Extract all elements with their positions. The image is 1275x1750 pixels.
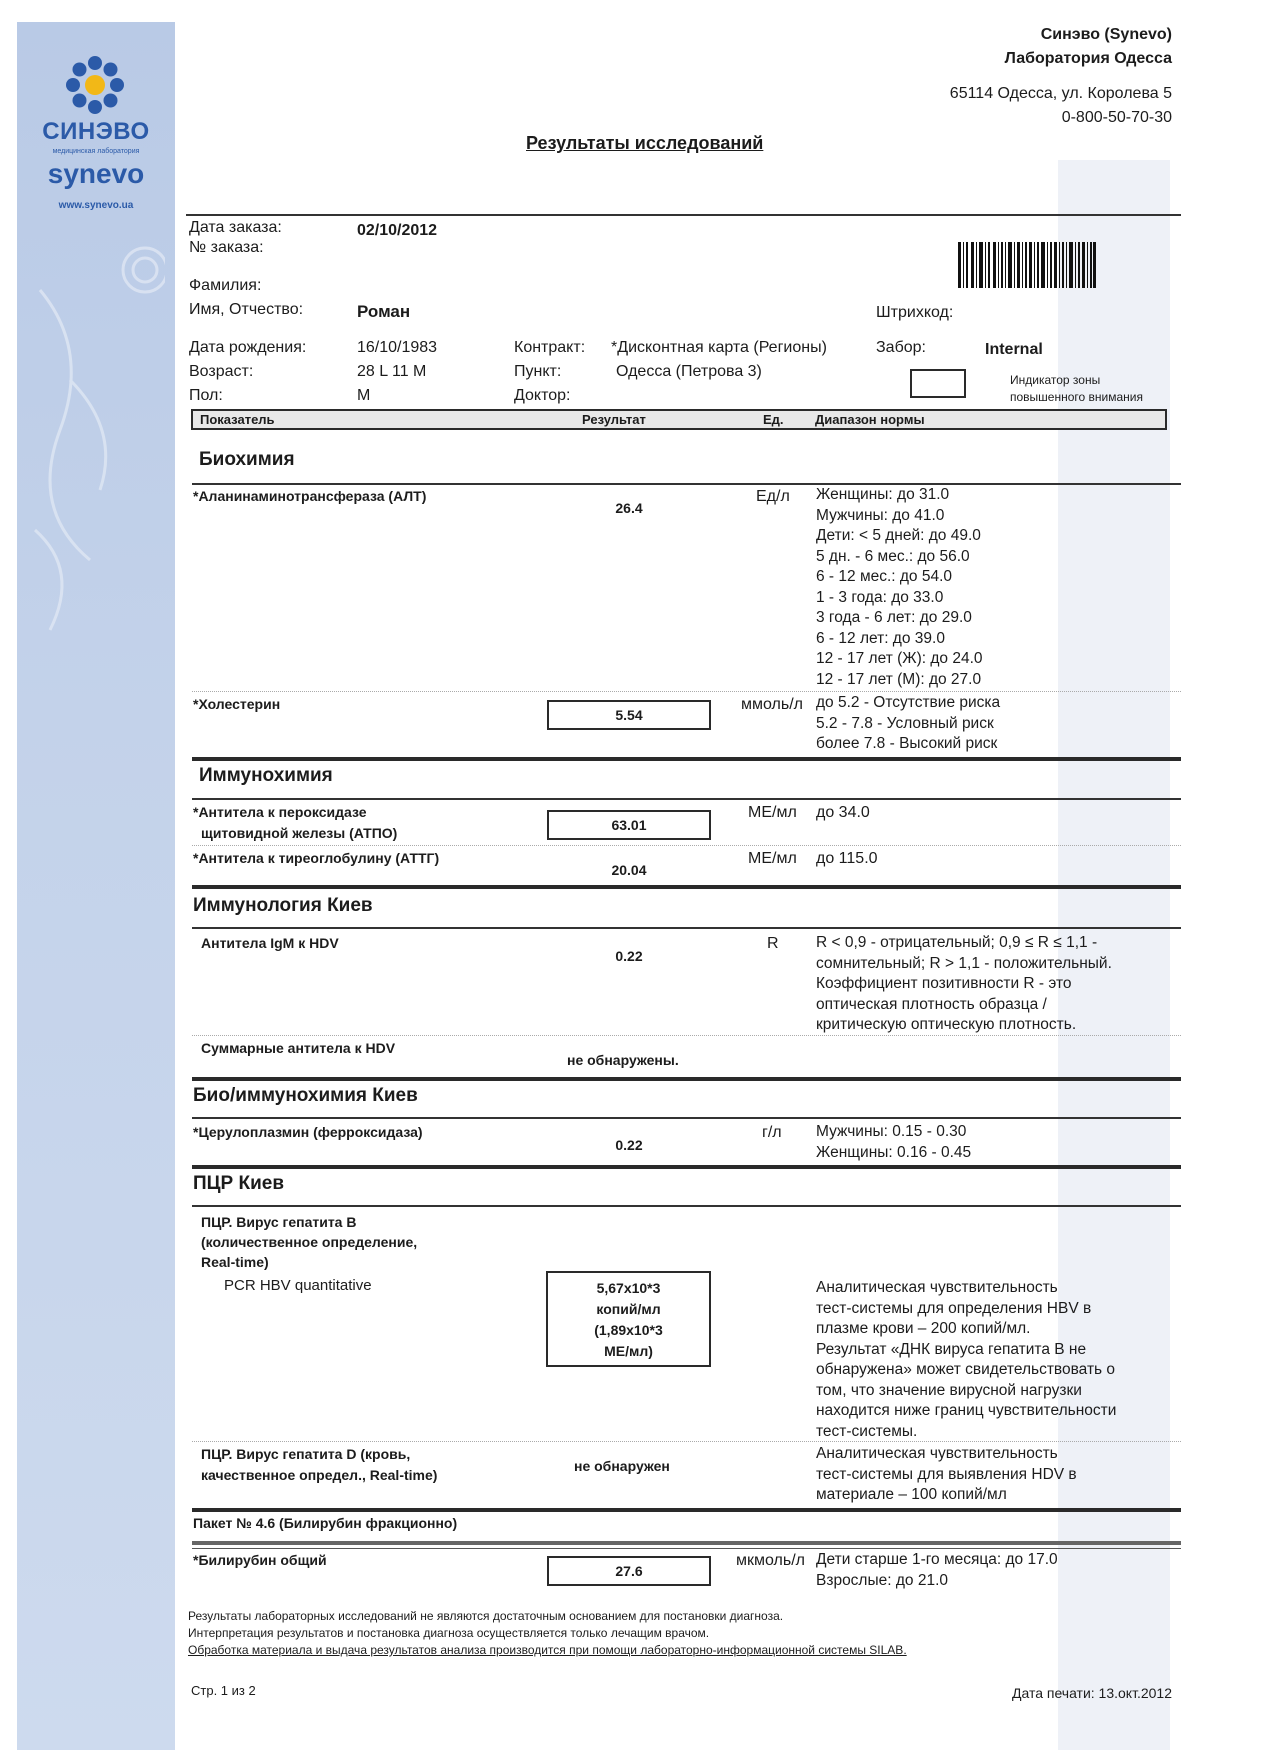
lab-name: Синэво (Synevo) bbox=[1040, 26, 1172, 43]
contract: *Дисконтная карта (Регионы) bbox=[611, 339, 827, 356]
contract-label: Контракт: bbox=[514, 339, 586, 356]
section-immunology: Иммунология Киев bbox=[193, 895, 373, 916]
test-result-flagged: 5,67x10*3 копий/мл (1,89x10*3 МЕ/мл) bbox=[546, 1271, 711, 1367]
test-range: Мужчины: 0.15 - 0.30 Женщины: 0.16 - 0.45 bbox=[816, 1123, 972, 1161]
package-name: Пакет № 4.6 (Билирубин фракционно) bbox=[193, 1515, 458, 1531]
test-result: 0.22 bbox=[615, 1137, 643, 1153]
attention-indicator-box bbox=[910, 369, 966, 398]
test-result: 20.04 bbox=[611, 862, 647, 878]
test-name-cont: щитовидной железы (АТПО) bbox=[201, 825, 398, 841]
birth-label: Дата рождения: bbox=[189, 339, 307, 356]
test-range: до 115.0 bbox=[816, 850, 878, 867]
test-unit: R bbox=[767, 935, 779, 952]
test-range: Аналитическая чувствительность тест-системы для определения HBV в плазме крови – 200 копий/мл. Результат «ДНК вируса гепатита В не обнаружена» может свидетельствовать о том, что значение вирусной нагрузки находится ниже границ чувствительности тест-системы. bbox=[816, 1279, 1117, 1440]
page-number: Стр. 1 из 2 bbox=[191, 1683, 256, 1698]
test-unit: МЕ/мл bbox=[748, 804, 797, 821]
barcode-label: Штрихкод: bbox=[876, 304, 954, 321]
divider bbox=[192, 757, 1181, 761]
collection-label: Забор: bbox=[876, 339, 926, 356]
logo-subtitle: медицинская лаборатория bbox=[52, 148, 140, 155]
lab-branch: Лаборатория Одесса bbox=[1004, 50, 1172, 67]
divider bbox=[192, 1165, 1181, 1169]
test-range: Дети старше 1-го месяца: до 17.0 Взрослые: до 21.0 bbox=[816, 1551, 1058, 1589]
logo-ru: СИНЭВО bbox=[42, 118, 150, 145]
test-result-flagged: 27.6 bbox=[547, 1556, 711, 1586]
lab-phone: 0-800-50-70-30 bbox=[1061, 109, 1172, 126]
test-name: *Антитела к тиреоглобулину (АТТГ) bbox=[193, 850, 440, 866]
section-bioimmuno: Био/иммунохимия Киев bbox=[193, 1085, 418, 1106]
surname-label: Фамилия: bbox=[189, 277, 262, 294]
divider bbox=[192, 1541, 1181, 1545]
divider bbox=[192, 798, 1181, 800]
divider bbox=[192, 927, 1181, 929]
section-immunochem: Иммунохимия bbox=[199, 765, 333, 786]
doctor-label: Доктор: bbox=[514, 387, 571, 404]
test-result-flagged: 63.01 bbox=[547, 810, 711, 840]
order-date: 02/10/2012 bbox=[357, 222, 438, 239]
test-name: *Билирубин общий bbox=[193, 1552, 327, 1568]
indicator-label-1: Индикатор зоны bbox=[1010, 373, 1101, 387]
test-subname: PCR HBV quantitative bbox=[224, 1277, 372, 1294]
test-name: *Холестерин bbox=[193, 696, 281, 712]
divider bbox=[192, 845, 1181, 846]
name-label: Имя, Отчество: bbox=[189, 301, 304, 318]
sex: M bbox=[357, 387, 371, 404]
indicator-label-2: повышенного внимания bbox=[1010, 390, 1143, 404]
col-result: Результат bbox=[582, 412, 646, 427]
test-result: не обнаружен bbox=[574, 1458, 670, 1474]
divider bbox=[192, 1035, 1181, 1036]
test-result: 0.22 bbox=[615, 948, 643, 964]
footer-disclaimer-3: Обработка материала и выдача результатов анализа производится при помощи лабораторно-информационной системы SILAB. bbox=[188, 1643, 907, 1657]
test-range: до 34.0 bbox=[816, 804, 870, 821]
lab-address: 65114 Одесса, ул. Королева 5 bbox=[949, 85, 1172, 102]
divider bbox=[192, 1205, 1181, 1207]
divider bbox=[192, 1548, 1181, 1549]
divider bbox=[192, 483, 1181, 485]
test-result-flagged: 5.54 bbox=[547, 700, 711, 730]
logo-website: www.synevo.ua bbox=[58, 200, 134, 211]
col-indicator: Показатель bbox=[200, 412, 275, 427]
birth-date: 16/10/1983 bbox=[357, 339, 438, 356]
col-range: Диапазон нормы bbox=[815, 412, 925, 427]
divider bbox=[192, 1508, 1181, 1512]
section-pcr: ПЦР Киев bbox=[193, 1173, 285, 1194]
point: Одесса (Петрова 3) bbox=[616, 363, 762, 380]
logo-en: synevo bbox=[47, 158, 145, 189]
synevo-flower-icon bbox=[64, 54, 126, 116]
patient-name: Роман bbox=[357, 302, 411, 321]
test-range: R < 0,9 - отрицательный; 0,9 ≤ R ≤ 1,1 - сомнительный; R > 1,1 - положительный. Коэффициент позитивности R - это оптическая плотность образца / критическую оптическую плотность. bbox=[816, 934, 1112, 1033]
test-result: не обнаружены. bbox=[567, 1052, 679, 1068]
test-name: *Церулоплазмин (ферроксидаза) bbox=[193, 1124, 423, 1140]
test-unit: Ед/л bbox=[756, 488, 790, 505]
col-unit: Ед. bbox=[763, 412, 784, 427]
point-label: Пункт: bbox=[514, 363, 562, 380]
test-range: Женщины: до 31.0 Мужчины: до 41.0 Дети: < 5 дней: до 49.0 5 дн. - 6 мес.: до 56.0 6 - 12 мес.: до 54.0 1 - 3 года: до 33.0 3 года - 6 лет: до 29.0 6 - 12 лет: до 39.0 12 - 17 лет (Ж): до 24.0 12 - 17 лет (М): до 27.0 bbox=[816, 486, 983, 688]
test-range: Аналитическая чувствительность тест-системы для выявления HDV в материале – 100 копий/мл bbox=[816, 1445, 1077, 1503]
column-header bbox=[191, 409, 1167, 430]
footer-disclaimer-2: Интерпретация результатов и постановка диагноза осуществляется только лечащим врачом. bbox=[188, 1626, 710, 1640]
divider bbox=[186, 214, 1181, 216]
test-name: Антитела IgM к HDV bbox=[201, 935, 339, 951]
page-title: Результаты исследований bbox=[526, 133, 764, 153]
test-name: Суммарные антитела к HDV bbox=[201, 1040, 396, 1056]
age: 28 L 11 M bbox=[357, 363, 427, 380]
test-range: до 5.2 - Отсутствие риска 5.2 - 7.8 - Условный риск более 7.8 - Высокий риск bbox=[816, 694, 1001, 752]
order-date-label: Дата заказа: bbox=[189, 219, 282, 236]
age-label: Возраст: bbox=[189, 363, 254, 380]
test-name: *Антитела к пероксидазе bbox=[193, 804, 367, 820]
test-unit: мкмоль/л bbox=[736, 1552, 805, 1569]
divider bbox=[192, 691, 1181, 692]
decorative-swirl-icon bbox=[30, 230, 165, 650]
test-unit: МЕ/мл bbox=[748, 850, 797, 867]
divider bbox=[192, 1441, 1181, 1442]
test-result: 26.4 bbox=[615, 500, 643, 516]
test-name: ПЦР. Вирус гепатита В (количественное определение, Real-time) bbox=[201, 1214, 418, 1270]
collection: Internal bbox=[985, 341, 1043, 358]
test-unit: ммоль/л bbox=[741, 696, 803, 713]
test-name: ПЦР. Вирус гепатита D (кровь, качественное определ., Real-time) bbox=[201, 1446, 438, 1483]
barcode-icon bbox=[958, 242, 1096, 288]
test-unit: г/л bbox=[762, 1124, 782, 1141]
divider bbox=[192, 1117, 1181, 1119]
test-name: *Аланинаминотрансфераза (АЛТ) bbox=[193, 488, 427, 504]
sex-label: Пол: bbox=[189, 387, 223, 404]
divider bbox=[192, 1077, 1181, 1081]
order-number-label: № заказа: bbox=[189, 239, 264, 256]
section-biochem: Биохимия bbox=[199, 449, 295, 470]
divider bbox=[192, 885, 1181, 889]
footer-disclaimer-1: Результаты лабораторных исследований не являются достаточным основанием для постановки диагноза. bbox=[188, 1609, 784, 1623]
print-date: Дата печати: 13.окт.2012 bbox=[1011, 1685, 1172, 1701]
